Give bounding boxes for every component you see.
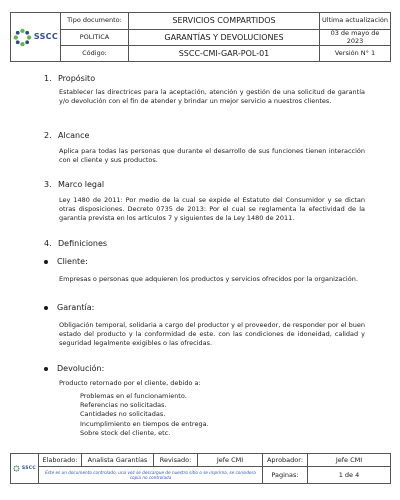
aprobador-value: Jefe CMI bbox=[308, 454, 391, 467]
definition-text-cliente: Empresas o personas que adquieren los productos y servicios ofrecidos por la organización. bbox=[59, 275, 358, 283]
version-value: Versión N° 1 bbox=[320, 46, 391, 62]
codigo-label: Código: bbox=[61, 46, 129, 62]
section-heading: Definiciones bbox=[58, 239, 108, 248]
ultima-actualizacion-label: Ultima actualización bbox=[320, 13, 391, 30]
section-number: 2. bbox=[44, 131, 52, 140]
logo-text: SSCC bbox=[33, 32, 58, 42]
definition-text-garantia: Obligación temporal, solidaria a cargo del productor y el proveedor, de responder por el buen estado del producto y la conformidad de este. con las condiciones de idoneidad, calidad y seguridad legalmente exigibles o las ofrecidas. bbox=[59, 321, 365, 348]
section-title-definiciones bbox=[44, 239, 107, 248]
bullet-icon bbox=[44, 306, 48, 310]
section-title-alcance bbox=[44, 131, 89, 140]
list-item: Cantidades no solicitadas. bbox=[80, 410, 166, 419]
elaborado-value: Analista Garantías bbox=[82, 454, 154, 467]
definition-term: Garantía: bbox=[57, 303, 95, 312]
section-heading: Alcance bbox=[58, 131, 90, 140]
footer-logo-cell bbox=[11, 454, 39, 484]
section-title-marco-legal bbox=[44, 180, 104, 189]
section-number: 3. bbox=[44, 180, 52, 189]
list-item: Sobre stock del cliente, etc. bbox=[80, 428, 171, 437]
document-title: GARANTÍAS Y DEVOLUCIONES bbox=[129, 30, 320, 46]
section-text-alcance: Aplica para todas las personas que durante el desarrollo de sus funciones tienen interacción con el cliente y sus productos. bbox=[59, 147, 365, 165]
sscc-logo bbox=[13, 28, 58, 47]
sscc-logo-icon bbox=[13, 28, 32, 47]
revisado-label: Revisado: bbox=[154, 454, 198, 467]
section-text-marco-legal: Ley 1480 de 2011: Por medio de la cual se expide el Estatuto del Consumidor y se dictan otras disposiciones. Decreto 0735 de 2013: Por el cual se reglamenta la efectividad de la garantía prevista en los artículos 7 y siguientes de la Ley 1480 de 2011. bbox=[59, 196, 365, 223]
list-item: Problemas en el funcionamiento. bbox=[80, 392, 187, 400]
definition-title-devolucion bbox=[44, 364, 104, 373]
document-code: SSCC-CMI-GAR-POL-01 bbox=[129, 46, 320, 62]
controlled-copy-note: Este es un documento controlado, una vez se descargue de nuestro sitio o se imprima, se considera copia no controlada bbox=[39, 467, 263, 484]
document-footer bbox=[10, 453, 391, 484]
document-header bbox=[10, 12, 391, 62]
list-item: Incumplimiento en tiempos de entrega. bbox=[80, 419, 209, 428]
header-logo-cell bbox=[11, 13, 61, 62]
devolucion-reasons-list bbox=[80, 392, 209, 438]
sscc-logo-icon bbox=[13, 463, 20, 474]
section-number: 4. bbox=[44, 239, 52, 248]
sscc-logo bbox=[13, 463, 36, 474]
section-title-proposito bbox=[44, 74, 95, 83]
document-department-title: SERVICIOS COMPARTIDOS bbox=[129, 13, 320, 30]
revisado-value: Jefe CMI bbox=[198, 454, 263, 467]
definition-title-garantia bbox=[44, 303, 94, 312]
paginas-label: Paginas: bbox=[263, 467, 308, 484]
bullet-icon bbox=[44, 367, 48, 371]
tipo-documento-label: Tipo documento: bbox=[61, 13, 129, 30]
bullet-icon bbox=[44, 260, 48, 264]
update-date: 03 de mayo de 2023 bbox=[320, 30, 391, 46]
logo-text: SSCC bbox=[21, 466, 36, 471]
elaborado-label: Elaborado: bbox=[39, 454, 82, 467]
definition-term: Devolución: bbox=[57, 364, 105, 373]
definition-text-devolucion: Producto retornado por el cliente, debido a: bbox=[59, 379, 201, 387]
aprobador-label: Aprobador: bbox=[263, 454, 308, 467]
section-heading: Marco legal bbox=[58, 180, 105, 189]
paginas-value: 1 de 4 bbox=[308, 467, 391, 484]
definition-term: Cliente: bbox=[57, 257, 88, 266]
list-item: Referencias no solicitadas. bbox=[80, 401, 167, 410]
section-heading: Propósito bbox=[58, 74, 96, 83]
definition-title-cliente bbox=[44, 257, 88, 266]
section-number: 1. bbox=[44, 74, 52, 83]
section-text-proposito: Establecer las directrices para la aceptación, atención y gestión de una solicitud de garantía y/o devolución con el fin de atender y brindar un mejor servicio a nuestros clientes. bbox=[59, 88, 365, 106]
tipo-documento-value: POLITICA bbox=[61, 30, 129, 46]
